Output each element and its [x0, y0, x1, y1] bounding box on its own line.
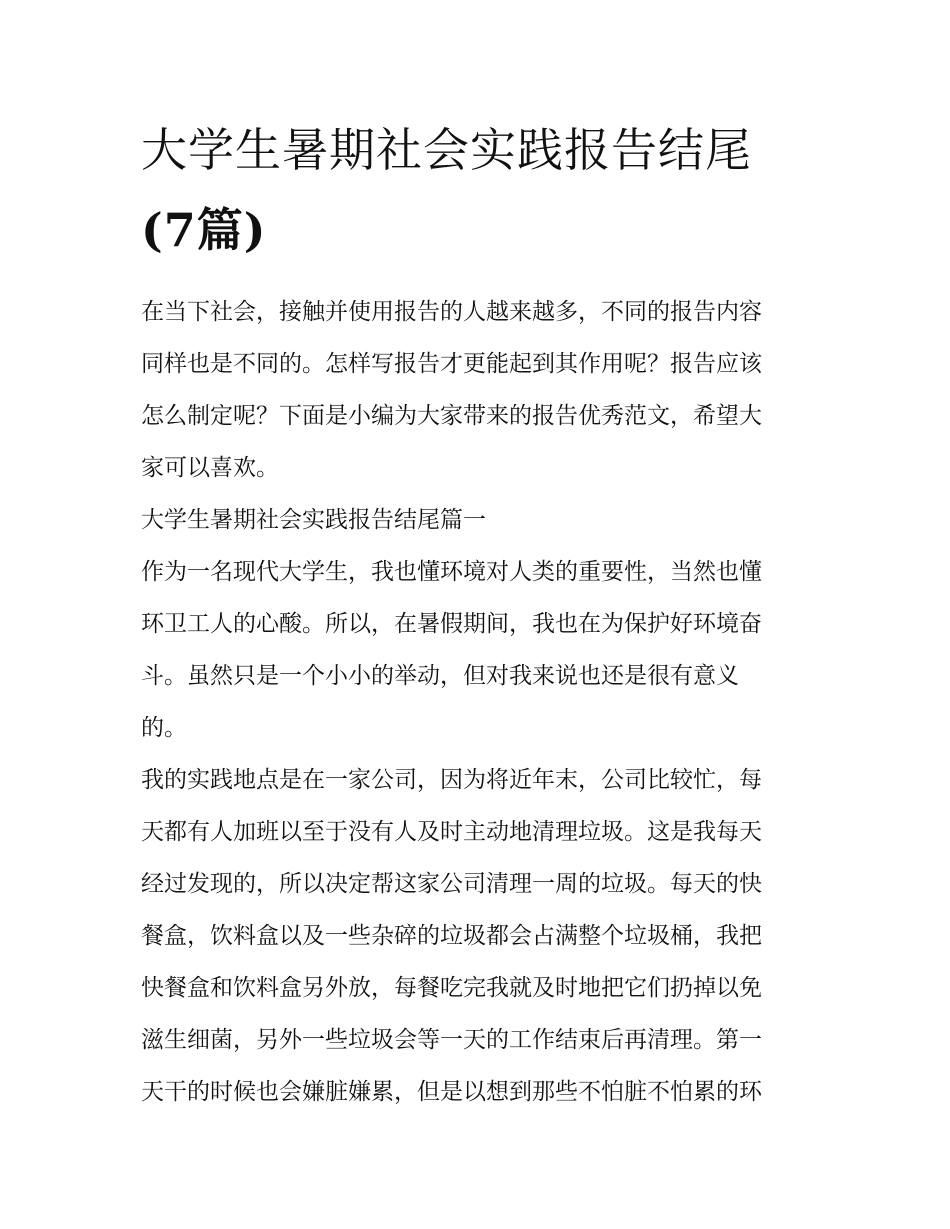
text-line: 同样也是不同的。怎样写报告才更能起到其作用呢？报告应该	[141, 351, 762, 377]
text-line: 天都有人加班以至于没有人及时主动地清理垃圾。这是我每天	[141, 819, 762, 845]
paragraph-2	[141, 754, 813, 1118]
document-body	[141, 286, 813, 1118]
text-line: 餐盒，饮料盒以及一些杂碎的垃圾都会占满整个垃圾桶，我把	[141, 923, 762, 949]
document-page	[141, 110, 813, 1118]
title-line-2: (7篇)	[141, 203, 267, 257]
section-heading-text: 大学生暑期社会实践报告结尾篇一	[141, 507, 486, 533]
text-line: 环卫工人的心酸。所以，在暑假期间，我也在为保护好环境奋	[141, 611, 762, 637]
section-heading	[141, 494, 813, 546]
text-line: 我的实践地点是在一家公司，因为将近年末，公司比较忙，每	[141, 767, 762, 793]
text-line: 快餐盒和饮料盒另外放，每餐吃完我就及时地把它们扔掉以免	[141, 975, 762, 1001]
text-line: 天干的时候也会嫌脏嫌累，但是以想到那些不怕脏不怕累的环	[141, 1079, 762, 1105]
text-line: 的。	[141, 715, 187, 741]
paragraph-1	[141, 546, 813, 754]
text-line: 在当下社会，接触并使用报告的人越来越多，不同的报告内容	[141, 299, 762, 325]
text-line: 经过发现的，所以决定帮这家公司清理一周的垃圾。每天的快	[141, 871, 762, 897]
text-line: 作为一名现代大学生，我也懂环境对人类的重要性，当然也懂	[141, 559, 762, 585]
text-line: 斗。虽然只是一个小小的举动，但对我来说也还是很有意义	[141, 663, 739, 689]
document-title	[141, 110, 813, 270]
text-line: 怎么制定呢？下面是小编为大家带来的报告优秀范文，希望大	[141, 403, 762, 429]
text-line: 家可以喜欢。	[141, 455, 279, 481]
intro-paragraph	[141, 286, 813, 494]
text-line: 滋生细菌，另外一些垃圾会等一天的工作结束后再清理。第一	[141, 1027, 762, 1053]
title-line-1: 大学生暑期社会实践报告结尾	[141, 123, 752, 177]
